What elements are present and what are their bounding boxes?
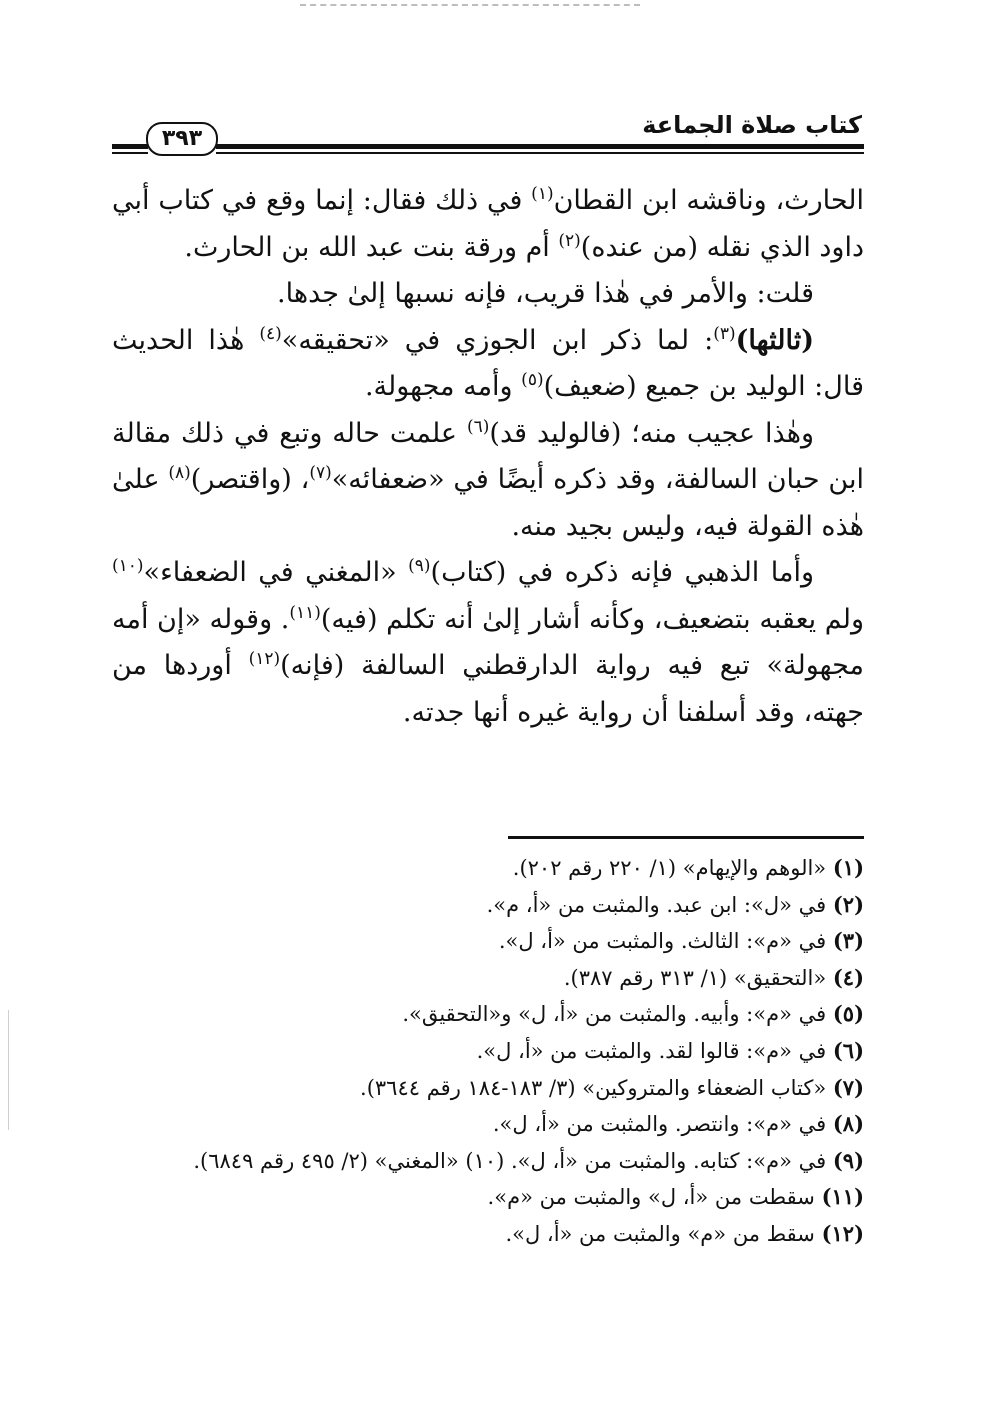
footnote-text: في «م»: وأبيه. والمثبت من «أ، ل» و«التحقيق». [402, 1002, 833, 1027]
header-rule-left-thin [112, 152, 148, 154]
footnote-number: (٨) [832, 1111, 864, 1137]
text-run: ولم يعقبه بتضعيف، وكأنه أشار إلىٰ أنه تكلم (فيه) [320, 603, 864, 635]
footnote-text: في «ل»: ابن عبد. والمثبت من «أ، م». [486, 892, 833, 917]
bold-heading: (ثالثها) [735, 324, 814, 356]
text-run: علمت حاله وتبع في ذلك مقالة ابن حبان السالفة، وقد ذكره أيضًا في «ضعفائه» [112, 417, 864, 495]
paragraph-2 [112, 271, 864, 318]
main-text [112, 178, 864, 736]
footnote-text: سقط من «م» والمثبت من «أ، ل». [505, 1221, 822, 1246]
footnote-ref: (١٠) [112, 556, 144, 576]
footnote-ref: (٢) [558, 230, 581, 251]
footnote-text: في «م»: قالوا لقد. والمثبت من «أ، ل». [476, 1038, 833, 1063]
footnote-ref: (١١) [289, 602, 321, 623]
footnote-text: «الوهم والإيهام» (١/ ٢٢٠ رقم ٢٠٢). [512, 856, 833, 880]
text-run: وأمه مجهولة. [364, 371, 522, 402]
footnote-ref: (٧) [309, 463, 332, 483]
header-rule-left-thick [112, 144, 148, 149]
footnote-ref: (٩) [408, 556, 431, 576]
footnote-11 [144, 1179, 864, 1216]
footnote-ref: (٦) [466, 416, 490, 437]
footnote-7 [144, 1070, 864, 1107]
header-rule-thin [216, 152, 864, 154]
footnote-number: (٤) [832, 964, 864, 990]
footnote-number: (٦) [832, 1037, 864, 1063]
text-run: وأما الذهبي فإنه ذكره في (كتاب) [430, 557, 814, 588]
footnote-number: (٩) [832, 1147, 864, 1173]
footnote-ref: (٣) [713, 323, 736, 344]
footnote-separator [508, 836, 864, 839]
scan-marks [300, 4, 640, 8]
footnote-12 [144, 1216, 864, 1253]
footnote-2 [144, 887, 864, 924]
footnote-8 [144, 1106, 864, 1143]
footnote-9 [144, 1143, 864, 1180]
scan-margin-mark [8, 1010, 9, 1130]
footnote-text: «التحقيق» (١/ ٣١٣ رقم ٣٨٧). [563, 965, 833, 990]
footnote-6 [144, 1033, 864, 1070]
text-run: في ذلك فقال: إنما وقع في كتاب أبي داود الذي نقله (من عنده) [112, 185, 864, 263]
text-run: أوردها من جهته، وقد أسلفنا أن رواية غيره أنها جدته. [112, 650, 864, 728]
footnote-ref: (٥) [521, 370, 544, 390]
footnote-number: (٥) [832, 1001, 864, 1027]
footnote-number: (٢) [832, 891, 864, 917]
paragraph-4 [112, 411, 864, 551]
footnote-number: (١١) [821, 1184, 864, 1210]
text-run: هٰذا الحديث قال: الوليد بن جميع (ضعيف) [112, 324, 864, 402]
running-title: كتاب صلاة الجماعة [642, 111, 862, 139]
text-run: علىٰ هٰذه القولة فيه، وليس بجيد منه. [112, 464, 864, 542]
text-run: «المغني في الضعفاء» [143, 557, 409, 588]
footnote-ref: (١٢) [248, 649, 281, 669]
footnote-text: في «م»: وانتصر. والمثبت من «أ، ل». [492, 1112, 833, 1137]
footnote-3 [144, 923, 864, 960]
text-run: ، (واقتصر) [190, 464, 310, 495]
footnote-number: (٣) [832, 928, 864, 954]
footnote-text: في «م»: كتابه. والمثبت من «أ، ل». (١٠) «المغني» (٢/ ٤٩٥ رقم ٦٨٤٩). [193, 1148, 833, 1173]
text-run: قلت: والأمر في هٰذا قريب، فإنه نسبها إلىٰ جدها. [277, 278, 814, 309]
footnotes [144, 850, 864, 1253]
text-run: وهٰذا عجيب منه؛ (فالوليد قد) [489, 417, 814, 449]
page-header [112, 108, 864, 158]
page-number: ٣٩٣ [146, 122, 218, 156]
footnote-text: سقطت من «أ، ل» والمثبت من «م». [487, 1185, 822, 1210]
footnote-ref: (١) [531, 184, 554, 204]
header-rule-thick [216, 144, 864, 149]
footnote-4 [144, 960, 864, 997]
paragraph-3 [112, 318, 864, 411]
paragraph-1 [112, 178, 864, 271]
footnote-number: (٧) [832, 1074, 864, 1100]
footnote-text: في «م»: الثالث. والمثبت من «أ، ل». [498, 929, 833, 954]
paragraph-5 [112, 550, 864, 736]
text-run: الحارث، وناقشه ابن القطان [553, 185, 864, 216]
footnote-ref: (٨) [168, 463, 191, 483]
text-run: أم ورقة بنت عبد الله بن الحارث. [184, 231, 559, 263]
footnote-ref: (٤) [259, 323, 282, 344]
text-run: : لما ذكر ابن الجوزي في «تحقيقه» [281, 324, 714, 356]
text-run: . وقوله «إن أمه مجهولة» تبع فيه رواية الدارقطني السالفة (فإنه) [112, 603, 865, 681]
footnote-text: «كتاب الضعفاء والمتروكين» (٣/ ١٨٣-١٨٤ رقم ٣٦٤٤). [360, 1075, 833, 1100]
footnote-1 [144, 850, 864, 887]
footnote-number: (١٢) [821, 1220, 864, 1246]
footnote-5 [144, 996, 864, 1033]
footnote-number: (١) [832, 855, 864, 880]
